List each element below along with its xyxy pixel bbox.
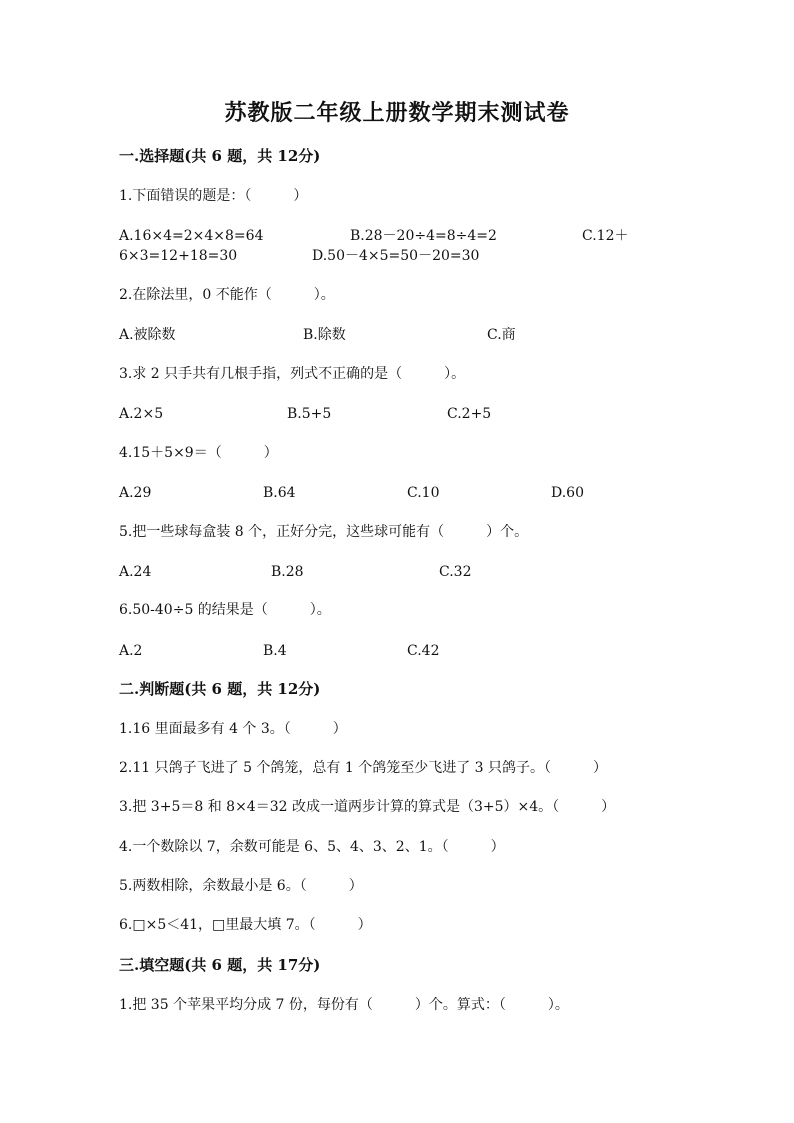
option-c: C.10 [407, 485, 440, 501]
option-d: D.50－4×5=50－20=30 [312, 248, 480, 264]
option-c-continued: 6×3=12+18=30 [119, 248, 238, 264]
question-text: 6.□×5＜41，□里最大填 7。（ ） [119, 917, 372, 933]
option-b: B.5+5 [287, 406, 332, 422]
option-a: A.2 [119, 643, 143, 659]
option-c: C.42 [407, 643, 440, 659]
option-a: A.24 [119, 564, 152, 580]
option-b: B.4 [263, 643, 287, 659]
question-text: 6.50-40÷5 的结果是（ ）。 [119, 602, 331, 618]
question-text: 4.15＋5×9＝（ ） [119, 445, 278, 461]
question-text: 1.16 里面最多有 4 个 3。（ ） [119, 721, 347, 737]
section-heading-choice: 一.选择题(共 6 题，共 12分) [119, 147, 321, 165]
section-heading-fill: 三.填空题(共 6 题，共 17分) [119, 956, 321, 974]
question-text: 3.把 3+5＝8 和 8×4＝32 改成一道两步计算的算式是（3+5）×4。（ ） [119, 799, 616, 815]
question-text: 1.下面错误的题是：（ ） [119, 188, 308, 204]
exam-title: 苏教版二年级上册数学期末测试卷 [224, 100, 570, 126]
option-a: A.被除数 [119, 327, 176, 343]
option-b: B.除数 [303, 327, 346, 343]
option-a: A.16×4=2×4×8=64 [119, 228, 264, 244]
option-a: A.2×5 [119, 406, 164, 422]
option-b: B.64 [263, 485, 296, 501]
option-d: D.60 [551, 485, 584, 501]
section-heading-judge: 二.判断题(共 6 题，共 12分) [119, 680, 321, 698]
question-text: 3.求 2 只手共有几根手指，列式不正确的是（ ）。 [119, 366, 466, 382]
option-c: C.12＋ [582, 228, 629, 244]
question-text: 5.把一些球每盒装 8 个，正好分完，这些球可能有（ ）个。 [119, 524, 529, 540]
option-c: C.32 [439, 564, 472, 580]
option-c: C.2+5 [447, 406, 492, 422]
option-a: A.29 [119, 485, 152, 501]
option-b: B.28 [271, 564, 304, 580]
option-b: B.28－20÷4=8÷4=2 [350, 228, 497, 244]
option-c: C.商 [487, 327, 516, 343]
question-text: 4.一个数除以 7，余数可能是 6、5、4、3、2、1。（ ） [119, 839, 505, 855]
question-text: 1.把 35 个苹果平均分成 7 份，每份有（ ）个。算式：（ ）。 [119, 997, 569, 1013]
question-text: 2.11 只鸽子飞进了 5 个鸽笼，总有 1 个鸽笼至少飞进了 3 只鸽子。（ ） [119, 760, 608, 776]
question-text: 5.两数相除，余数最小是 6。（ ） [119, 878, 363, 894]
question-text: 2.在除法里，0 不能作（ ）。 [119, 287, 335, 303]
